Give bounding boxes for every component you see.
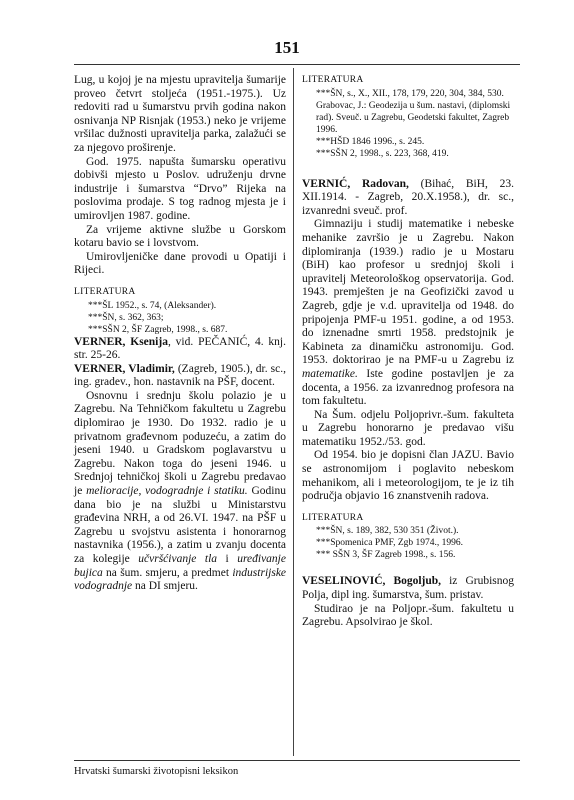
reference-item: ***ŠL 1952., s. 74, (Aleksander). bbox=[88, 300, 217, 311]
reference-item: ***SŠN 2, 1998., s. 223, 368, 419. bbox=[316, 148, 449, 159]
column-divider bbox=[293, 68, 294, 756]
literature-heading: LITERATURA bbox=[74, 286, 136, 297]
entry-details: iz Grubisnog Polja, dipl ing. šumarstva, šum. pristav. bbox=[302, 575, 515, 602]
reference-item: Grabovac, J.: Geodezija u šum. nastavi, (diplomski rad). Sveuč. u Zagrebu, Geodetski fakultet, Zagreb 1996. bbox=[316, 100, 511, 135]
entry-name: VESELINOVIĆ, Bogoljub, bbox=[302, 575, 442, 588]
continued-paragraph: Lug, u kojoj je na mjestu upravitelja šumarije proveo četvrt stoljeća (1951.-1975.). Uz redoviti rad u šumarstvu prvih godina nakon osnivanja NP Risnjak (1953.) neko je vrijeme vršilac dužnosti upravitelja parka, zalažući se za njegovo proširenje. bbox=[74, 74, 286, 154]
header-rule bbox=[74, 64, 520, 65]
reference-item: ***SŠN 2, ŠF Zagreb, 1998., s. 687. bbox=[88, 324, 228, 335]
paragraph: Za vrijeme aktivne službe u Gorskom kotaru bavio se i lovstvom. bbox=[74, 223, 286, 250]
entry-name: VERNIĆ, Radovan, bbox=[302, 177, 409, 190]
reference-item: ***ŠN, s., X., XII., 178, 179, 220, 304, 384, 530. bbox=[316, 88, 504, 99]
right-column bbox=[302, 74, 514, 630]
entry-details: , vid. PEČANIĆ, 4. knj. str. 25-26. bbox=[74, 335, 286, 362]
entry-body: Osnovnu i srednju školu polazio je u Zagrebu. Na Tehničkom fakultetu u Zagrebu diplomirao je 1930. Do 1932. radio je u privatnom građevnom poduzeću, a zatim do jeseni 1940. u Gradskom poglavarstvu u Zagrebu. Nakon toga do jeseni 1946. u Srednjoj tehničkoj školi u Zagrebu predavao je melioracije, vodogradnje i statiku. Godinu dana bio je na službi u Ministarstvu građevina NRH, a od 26.VI. 1947. na PŠF u Zagrebu u svojstvu asistenta i honorarnog nastavnika (1956.), a zatim u zvanju docenta za kolegije učvršćivanje tla i uređivanje bujica na šum. smjeru, a predmet industrijske vodogradnje na DI smjeru. bbox=[74, 389, 287, 593]
literature-heading: LITERATURA bbox=[302, 512, 364, 523]
entry-body: Studirao je na Poljopr.-šum. fakultetu u Zagrebu. Apsolvirao je škol. bbox=[302, 602, 514, 629]
footer-title: Hrvatski šumarski životopisni leksikon bbox=[74, 766, 239, 777]
entry-veselinovic-bogoljub bbox=[302, 575, 514, 602]
entry-name: VERNER, Vladimir, bbox=[74, 362, 175, 375]
reference-item: *** SŠN 3, ŠF Zagreb 1998., s. 156. bbox=[316, 550, 456, 561]
footer-rule bbox=[74, 760, 520, 761]
reference-item: ***Spomenica PMF, Zgb 1974., 1996. bbox=[316, 538, 464, 549]
entry-body: Od 1954. bio je dopisni član JAZU. Bavio se astronomijom i poglavito nebeskom mehanikom, ali i meteorologijom, te je iz tih područja objavio 16 znanstvenih radova. bbox=[302, 449, 514, 503]
entry-vernic-radovan bbox=[302, 178, 514, 219]
literature-heading: LITERATURA bbox=[302, 75, 364, 85]
entry-verner-ksenija bbox=[74, 336, 286, 363]
entry-body: Na Šum. odjelu Poljoprivr.-šum. fakulteta u Zagrebu honorarno je predavao višu matematiku 1952./53. god. bbox=[302, 408, 514, 448]
reference-item: ***ŠN, s. 189, 382, 530 351 (Život.). bbox=[316, 526, 459, 537]
reference-item: ***ŠN, s. 362, 363; bbox=[88, 312, 164, 323]
entry-verner-vladimir bbox=[74, 363, 286, 390]
entry-body: Gimnaziju i studij matematike i nebeske mehanike završio je u Zagrebu. Nakon diplomiranja (1939.) radio je u Mostaru (BiH) kao profesor u srednjoj školi i upravitelj Meteorološkog opservatorija. God. 1943. premješten je na Geofizički zavod u Zagreb, gdje je v.d. upravitelja od 1948. do pripojenja PMF-u 1951. godine, a od 1953. do iznenadne smrti 1958. predstojnik je Kabineta za dinamičku astronomiju. God. 1953. doktorirao je na PMF-u u Zagrebu iz matematike. Iste godine postavljen je za docenta, a 1956. za izvanrednog profesora na tom fakultetu. bbox=[302, 218, 514, 408]
reference-item: ***HŠD 1846 1996., s. 245. bbox=[316, 136, 425, 147]
page-number: 151 bbox=[274, 38, 300, 57]
paragraph: God. 1975. napušta šumarsku operativu dobivši mjesto u Poslov. udruženju drvne industrije i šumarstva “Drvo” Rijeka na poslovima prodaje. S tog radnog mjesta je i umirovljen 1987. godine. bbox=[74, 155, 286, 222]
entry-name: VERNER, Ksenija bbox=[74, 335, 168, 348]
left-column bbox=[74, 74, 286, 594]
entry-details: (Zagreb, 1905.), dr. sc., ing. gradev., hon. nastavnik na PŠF, docent. bbox=[74, 362, 286, 389]
entry-details: (Bihać, BiH, 23. XII.1914. - Zagreb, 20.X.1958.), dr. sc., izvanredni sveuč. prof. bbox=[302, 177, 514, 217]
paragraph: Umirovljeničke dane provodi u Opatiji i Rijeci. bbox=[74, 250, 286, 277]
